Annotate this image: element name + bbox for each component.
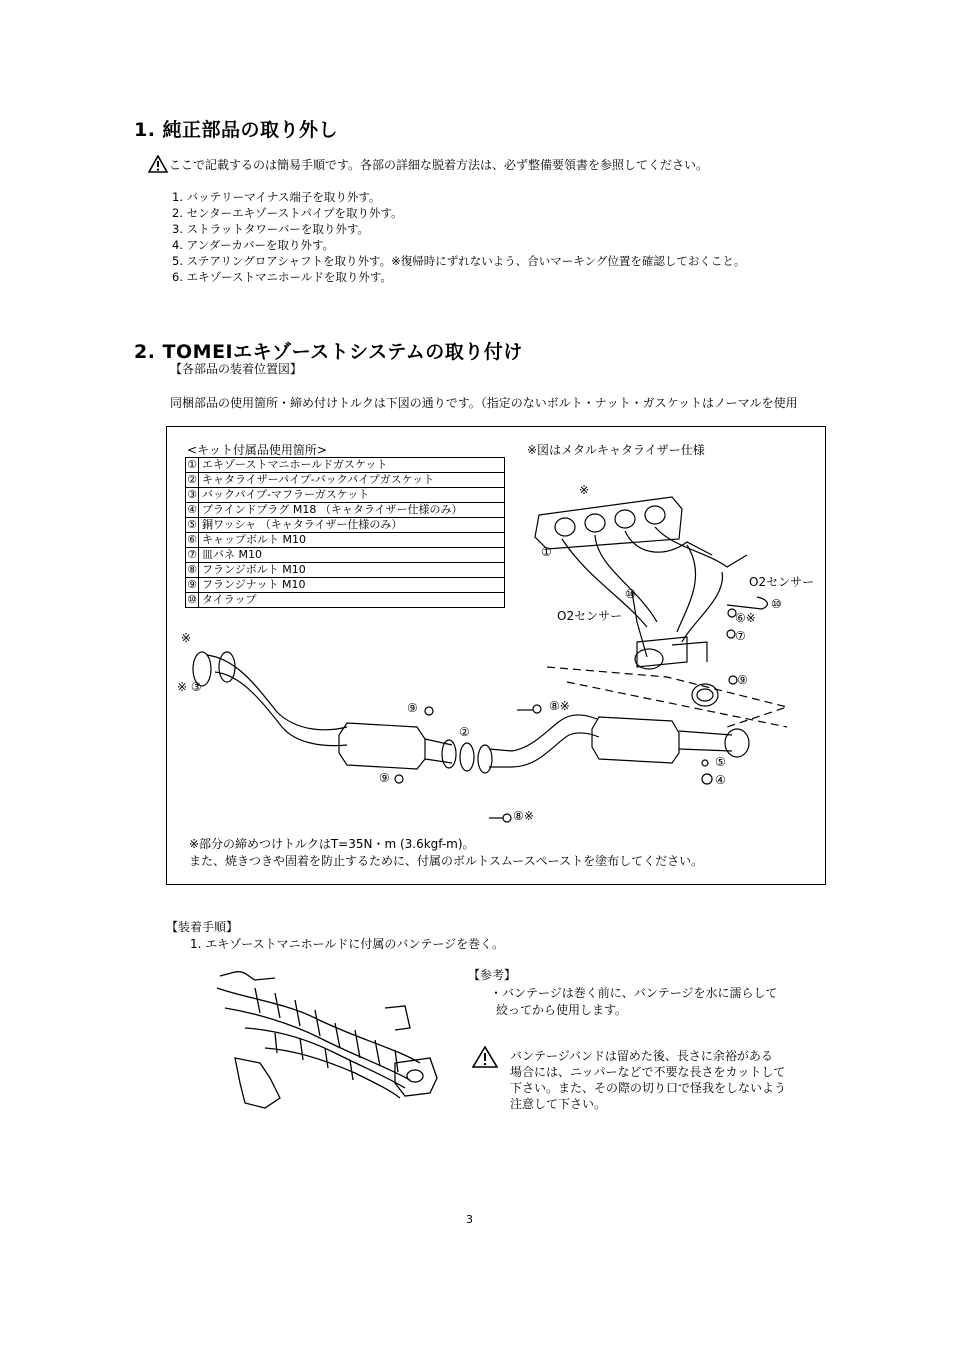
callout-1: ① (541, 545, 552, 559)
reference-line: 絞ってから使用します。 (496, 1003, 628, 1017)
table-row: ③ バックパイプ-マフラーガスケット (186, 488, 505, 503)
parts-table-title: <キット付属品使用箇所> (187, 443, 327, 457)
section2-subtitle: 【各部品の装着位置図】 (170, 362, 303, 376)
table-row: ① エキゾーストマニホールドガスケット (186, 458, 505, 473)
reference-line: ・バンテージは巻く前に、バンテージを水に濡らして (490, 986, 778, 1000)
parts-diagram (166, 426, 826, 885)
o2-sensor-left-label: O2センサー (557, 609, 623, 623)
callout-5: ⑤ (715, 755, 726, 769)
table-row: ⑩ タイラップ (186, 593, 505, 608)
warning-icon (148, 155, 168, 173)
table-row: ⑥ キャップボルト M10 (186, 533, 505, 548)
table-row: ④ ブラインドプラグ M18 （キャタライザー仕様のみ） (186, 503, 505, 518)
section2-intro: 同梱部品の使用箇所・締め付けトルクは下図の通りです。（指定のないボルト・ナット・ガスケットはノーマルを使用 (170, 396, 798, 410)
callout-4: ④ (715, 773, 726, 787)
caution-icon (472, 1045, 498, 1069)
paste-note: また、焼きつきや固着を防止するために、付属のボルトスムースペーストを塗布してください。 (189, 854, 704, 868)
removal-step: 2. センターエキゾーストパイプを取り外す。 (172, 206, 403, 220)
exhaust-system-drawing (167, 427, 825, 884)
callout-star: ※ (181, 631, 192, 645)
removal-steps (172, 189, 745, 285)
table-row: ⑤ 銅ワッシャ （キャタライザー仕様のみ） (186, 518, 505, 533)
removal-step: 3. ストラットタワーバーを取り外す。 (172, 222, 369, 236)
callout-9: ⑨ (407, 701, 418, 715)
install-heading: 【装着手順】 (166, 920, 239, 934)
caution-text: バンテージバンドは留めた後、長さに余裕がある 場合には、ニッパーなどで不要な長さをカットして 下さい。また、その際の切り口で怪我をしないよう 注意して下さい。 (510, 1049, 787, 1111)
o2-sensor-right-label: O2センサー (749, 575, 815, 589)
callout-8: ⑧※ (549, 699, 570, 713)
callout-10: ⑩ (771, 597, 782, 611)
metal-cat-note: ※図はメタルキャタライザー仕様 (527, 443, 705, 457)
section2-title: 2. TOMEIエキゾーストシステムの取り付け (134, 341, 523, 363)
callout-9: ⑨ (379, 771, 390, 785)
table-row: ② キャタライザーパイプ-バックパイプガスケット (186, 473, 505, 488)
callout-3: ※ ③ (177, 680, 202, 694)
callout-star: ※ (579, 483, 590, 497)
callout-2: ② (459, 725, 470, 739)
callout-10: ⑩ (625, 587, 636, 601)
section1-warning: ここで記載するのは簡易手順です。各部の詳細な脱着方法は、必ず整備要領書を参照してください。 (169, 158, 709, 172)
callout-8: ⑧※ (513, 809, 534, 823)
table-row: ⑨ フランジナット M10 (186, 578, 505, 593)
table-row: ⑦ 皿バネ M10 (186, 548, 505, 563)
removal-step: 1. バッテリーマイナス端子を取り外す。 (172, 190, 381, 204)
callout-7: ⑦ (735, 629, 746, 643)
removal-step: 4. アンダーカバーを取り外す。 (172, 238, 335, 252)
reference-title: 【参考】 (468, 968, 517, 982)
torque-note: ※部分の締めつけトルクはT=35N・m (3.6kgf-m)。 (189, 837, 475, 851)
section1-title: 1. 純正部品の取り外し (134, 119, 339, 141)
removal-step: 6. エキゾーストマニホールドを取り外す。 (172, 270, 392, 284)
callout-9: ⑨ (737, 673, 748, 687)
table-row: ⑧ フランジボルト M10 (186, 563, 505, 578)
wrapped-manifold-illustration (205, 968, 445, 1118)
install-step-1: 1. エキゾーストマニホールドに付属のバンテージを巻く。 (190, 937, 504, 951)
removal-step: 5. ステアリングロアシャフトを取り外す。※復帰時にずれないよう、合いマーキング位置を確認しておくこと。 (172, 254, 746, 268)
callout-6: ⑥※ (735, 611, 756, 625)
page-number: 3 (466, 1213, 473, 1226)
